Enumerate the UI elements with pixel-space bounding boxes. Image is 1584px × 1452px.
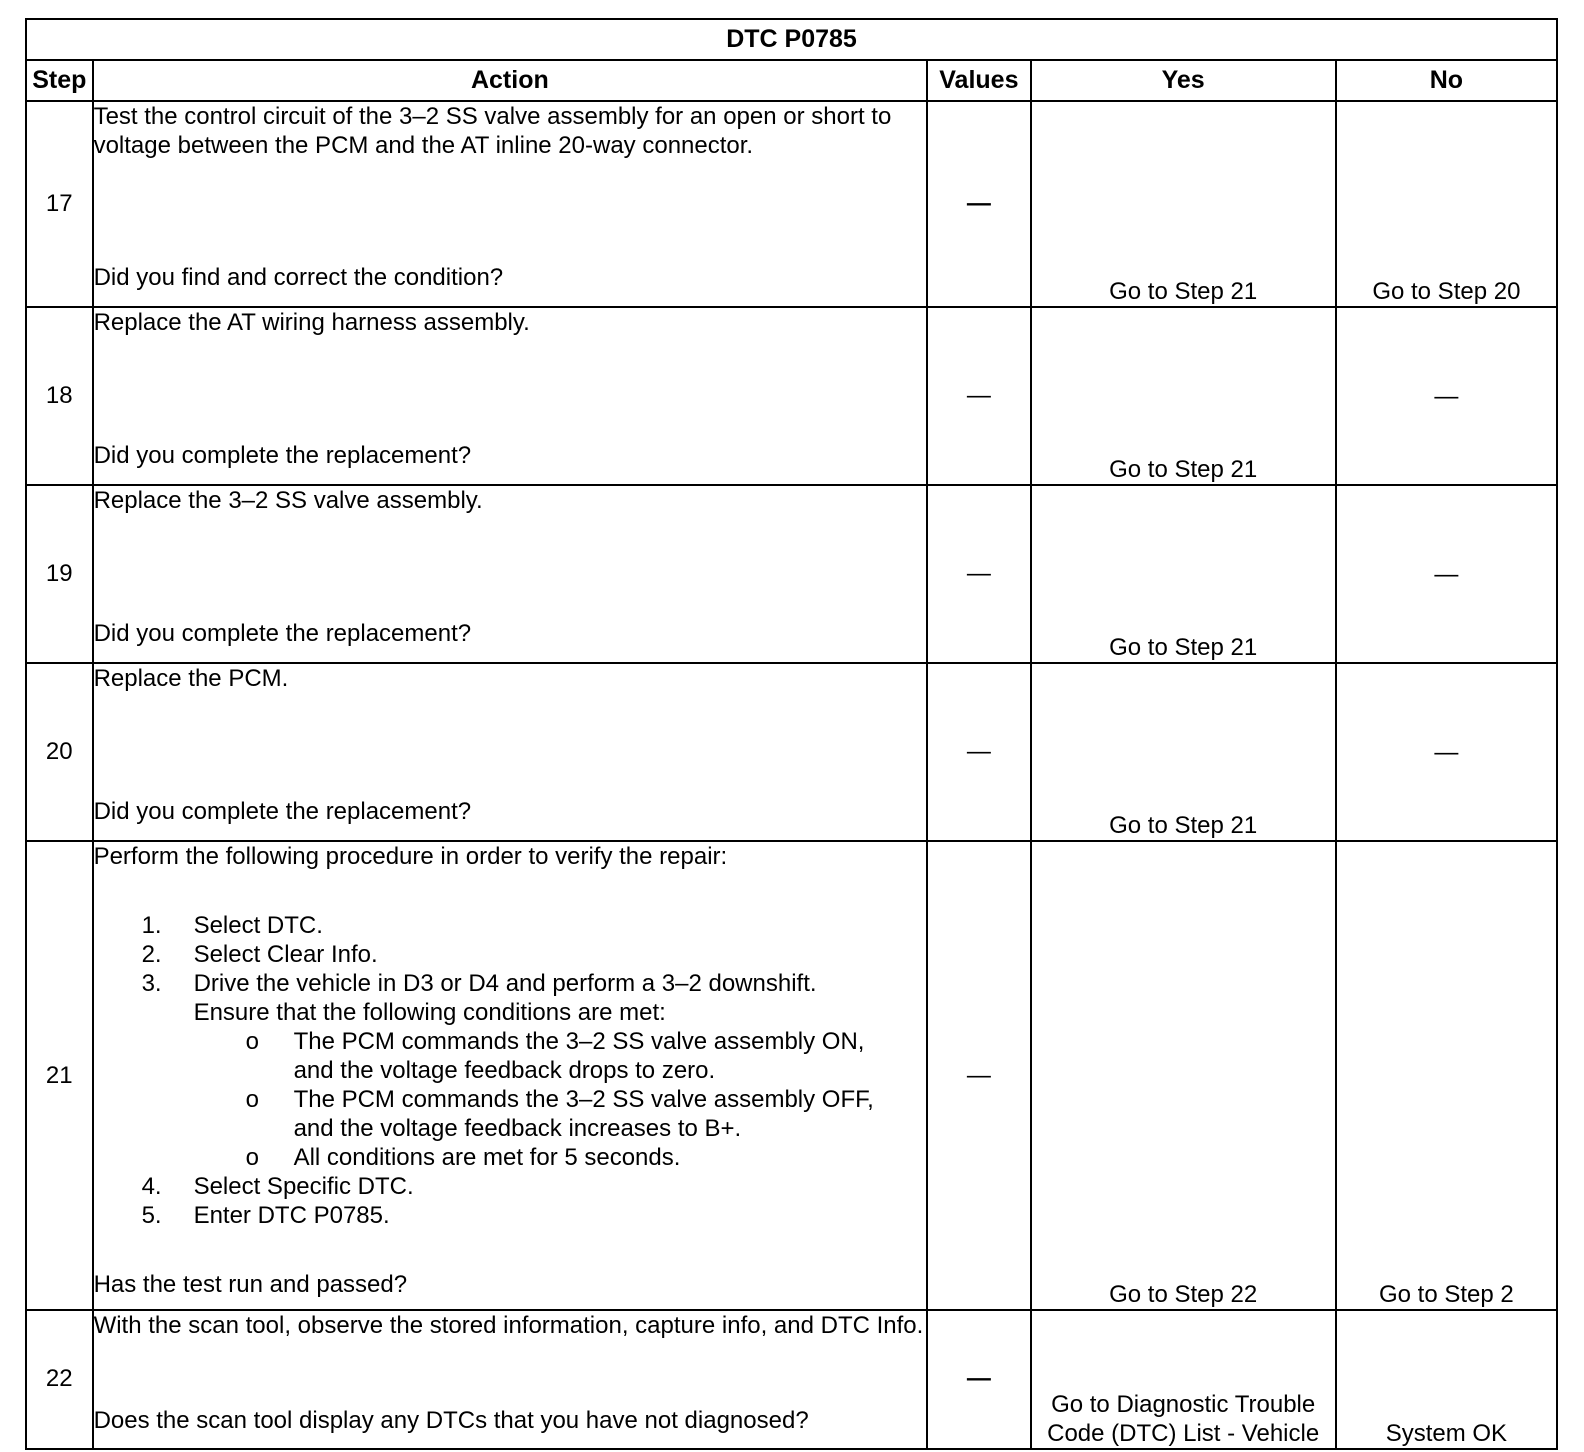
header-row <box>26 60 1557 101</box>
dtc-table <box>25 18 1558 1450</box>
header-values: Values <box>927 60 1030 101</box>
no-cell: — <box>1336 485 1557 663</box>
action-cell <box>93 101 928 308</box>
action-text: Replace the AT wiring harness assembly. <box>93 309 530 337</box>
action-cell <box>93 841 928 1309</box>
no-cell: — <box>1336 307 1557 485</box>
action-question: Did you complete the replacement? <box>93 798 472 826</box>
action-text: Replace the 3–2 SS valve assembly. <box>93 487 483 515</box>
no-cell: Go to Step 20 <box>1336 101 1557 308</box>
procedure-list <box>94 911 927 1230</box>
action-text: Test the control circuit of the 3–2 SS valve assembly for an open or short to voltage between the PCM and the AT inline 20-way connector. <box>93 102 892 159</box>
action-text: Replace the PCM. <box>93 665 289 693</box>
values-cell: — <box>927 1310 1030 1449</box>
table-row <box>26 1310 1557 1449</box>
yes-cell: Go to Diagnostic Trouble Code (DTC) List - Vehicle <box>1031 1310 1336 1449</box>
yes-cell: Go to Step 21 <box>1031 307 1336 485</box>
table-row <box>26 307 1557 485</box>
table-title: DTC P0785 <box>26 19 1557 60</box>
condition-item: o The PCM commands the 3–2 SS valve assembly OFF, and the voltage feedback increases to B+. <box>245 1086 874 1143</box>
header-step: Step <box>26 60 93 101</box>
condition-item: o All conditions are met for 5 seconds. <box>245 1144 681 1172</box>
list-item: 3. Drive the vehicle in D3 or D4 and perform a 3–2 downshift. Ensure that the following conditions are met: o The PCM commands the 3–2 SS valve assembly ON, and the voltage feedback drops to zero. o The PCM commands the 3–2 SS valve assembly OFF, and the voltage feedback increases to B+. o All conditions are met for 5 seconds. <box>94 969 927 1172</box>
table-row <box>26 663 1557 841</box>
no-cell: System OK <box>1336 1310 1557 1449</box>
step-number: 20 <box>26 663 93 841</box>
header-yes: Yes <box>1031 60 1336 101</box>
list-item: 1. Select DTC. <box>141 912 323 940</box>
list-item: 2. Select Clear Info. <box>141 941 378 969</box>
action-question: Did you complete the replacement? <box>93 620 472 648</box>
table-row <box>26 841 1557 1309</box>
yes-cell: Go to Step 21 <box>1031 663 1336 841</box>
table-row <box>26 485 1557 663</box>
action-question: Did you find and correct the condition? <box>93 263 504 291</box>
values-cell: — <box>927 307 1030 485</box>
action-question: Does the scan tool display any DTCs that you have not diagnosed? <box>93 1406 809 1434</box>
action-question: Did you complete the replacement? <box>93 442 472 470</box>
step-number: 18 <box>26 307 93 485</box>
values-cell: — <box>927 101 1030 308</box>
step-number: 17 <box>26 101 93 308</box>
title-row <box>26 19 1557 60</box>
table-row <box>26 101 1557 308</box>
yes-cell: Go to Step 21 <box>1031 485 1336 663</box>
step-number: 21 <box>26 841 93 1309</box>
list-item: 4. Select Specific DTC. <box>141 1173 414 1201</box>
condition-item: o The PCM commands the 3–2 SS valve assembly ON, and the voltage feedback drops to zero. <box>245 1028 865 1085</box>
header-no: No <box>1336 60 1557 101</box>
action-cell <box>93 663 928 841</box>
values-cell: — <box>927 485 1030 663</box>
step-number: 19 <box>26 485 93 663</box>
action-question: Has the test run and passed? <box>93 1271 408 1299</box>
values-cell: — <box>927 663 1030 841</box>
header-action: Action <box>93 60 928 101</box>
action-cell <box>93 307 928 485</box>
action-cell <box>93 485 928 663</box>
action-text: Perform the following procedure in order to verify the repair: <box>93 843 728 871</box>
no-cell: — <box>1336 663 1557 841</box>
values-cell: — <box>927 841 1030 1309</box>
action-text: With the scan tool, observe the stored information, capture info, and DTC Info. <box>93 1311 924 1339</box>
conditions-list <box>194 1027 927 1172</box>
yes-cell: Go to Step 22 <box>1031 841 1336 1309</box>
list-item: 5. Enter DTC P0785. <box>141 1202 390 1230</box>
step-number: 22 <box>26 1310 93 1449</box>
no-cell: Go to Step 2 <box>1336 841 1557 1309</box>
yes-cell: Go to Step 21 <box>1031 101 1336 308</box>
action-cell <box>93 1310 928 1449</box>
